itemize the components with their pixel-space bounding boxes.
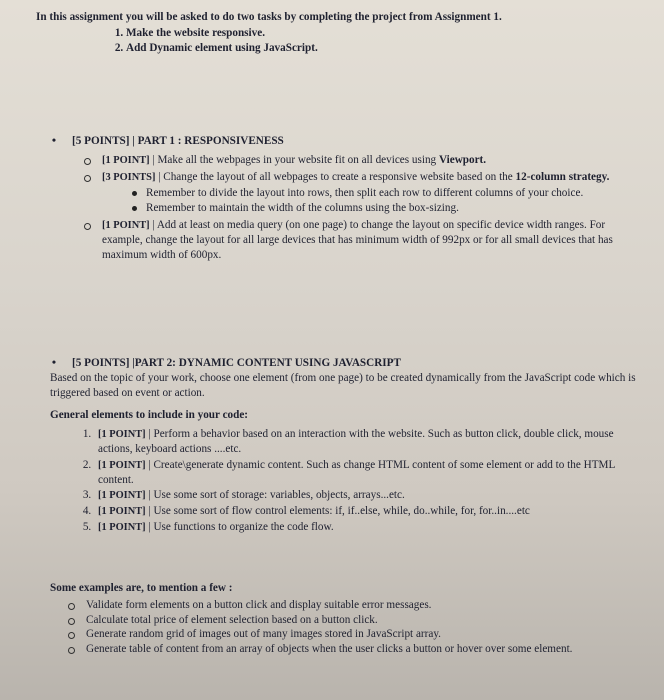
general-item: 3. [1 POINT] | Use some sort of storage: variables, objects, arrays...etc. bbox=[94, 488, 646, 503]
part2-section bbox=[36, 355, 646, 536]
part1-title: PART 1 : RESPONSIVENESS bbox=[137, 135, 284, 147]
item-bold: Viewport. bbox=[438, 153, 487, 166]
example-item: Calculate total price of element selection based on a button click. bbox=[64, 613, 650, 628]
item-bold: 12-column strategy. bbox=[515, 170, 610, 183]
subitem: Remember to divide the layout into rows, then split each row to different columns of your choice. bbox=[130, 186, 646, 201]
example-item: Generate random grid of images out of many images stored in JavaScript array. bbox=[64, 627, 650, 642]
intro-section bbox=[36, 10, 646, 55]
part1-points: [5 POINTS] bbox=[72, 135, 130, 147]
item-text: Add at least on media query (on one page) to change the layout on specific device width ranges. For example, change the layout for all large devices that has minimum width of 992px or for all small devices that has maximum width of 600px. bbox=[102, 218, 613, 261]
examples-list bbox=[50, 598, 650, 657]
example-item: Validate form elements on a button click and display suitable error messages. bbox=[64, 598, 650, 613]
general-item: 1. [1 POINT] | Perform a behavior based on an interaction with the website. Such as button click, double click, mouse actions, keyboard actions ....etc. bbox=[94, 427, 646, 457]
intro-text: In this assignment you will be asked to do two tasks by completing the project from Assignment 1. bbox=[36, 11, 502, 23]
item-points: [1 POINT] bbox=[102, 154, 150, 166]
part1-subitems bbox=[102, 186, 646, 216]
bullet-icon: • bbox=[51, 355, 57, 369]
part2-heading: • [5 POINTS] | PART 2: DYNAMIC CONTENT USING JAVASCRIPT bbox=[36, 355, 646, 371]
item-points: [3 POINTS] bbox=[102, 171, 156, 183]
general-item: 2. [1 POINT] | Create\generate dynamic content. Such as change HTML content of some element or add to the HTML content. bbox=[94, 458, 646, 488]
general-item: 5. [1 POINT] | Use functions to organize the code flow. bbox=[94, 520, 646, 535]
item-text: Make all the webpages in your website fit on all devices using bbox=[157, 153, 439, 166]
part2-description: Based on the topic of your work, choose one element (from one page) to be created dynamically from the JavaScript code which is triggered based on event or action. bbox=[50, 371, 636, 399]
examples-section bbox=[50, 581, 650, 657]
part1-item: [3 POINTS] | Change the layout of all webpages to create a responsive website based on the 12-column strategy. Remember to divide the layout into rows, then split each row to different columns of your choice. Remember to maintain the width of the columns using the box-sizing. bbox=[80, 170, 646, 216]
general-list bbox=[36, 427, 646, 534]
part1-section bbox=[36, 133, 646, 264]
examples-label: Some examples are, to mention a few : bbox=[50, 582, 233, 594]
task-list bbox=[36, 26, 646, 56]
part1-item: [1 POINT] | Add at least on media query (on one page) to change the layout on specific device width ranges. For example, change the layout for all large devices that has minimum width of 992px or for all small devices that has maximum width of 600px. bbox=[80, 218, 646, 262]
general-label: General elements to include in your code: bbox=[50, 409, 249, 422]
general-item: 4. [1 POINT] | Use some sort of flow control elements: if, if..else, while, do..while, for, for..in....etc bbox=[94, 504, 646, 519]
item-text: Change the layout of all webpages to create a responsive website based on the bbox=[163, 170, 516, 183]
example-item: Generate table of content from an array of objects when the user clicks a button or hover over some element. bbox=[64, 642, 650, 657]
part1-items bbox=[36, 153, 646, 262]
part2-points: [5 POINTS] bbox=[72, 357, 130, 369]
task-item: 2. Add Dynamic element using JavaScript. bbox=[126, 41, 646, 56]
part1-heading: • [5 POINTS] | PART 1 : RESPONSIVENESS bbox=[36, 133, 646, 149]
task-item: 1. Make the website responsive. bbox=[126, 26, 646, 41]
subitem: Remember to maintain the width of the columns using the box-sizing. bbox=[130, 201, 646, 216]
part1-item: [1 POINT] | Make all the webpages in your website fit on all devices using Viewport. bbox=[80, 153, 646, 168]
part2-title: PART 2: DYNAMIC CONTENT USING JAVASCRIPT bbox=[134, 357, 401, 369]
item-points: [1 POINT] bbox=[102, 219, 150, 231]
bullet-icon: • bbox=[51, 133, 57, 147]
